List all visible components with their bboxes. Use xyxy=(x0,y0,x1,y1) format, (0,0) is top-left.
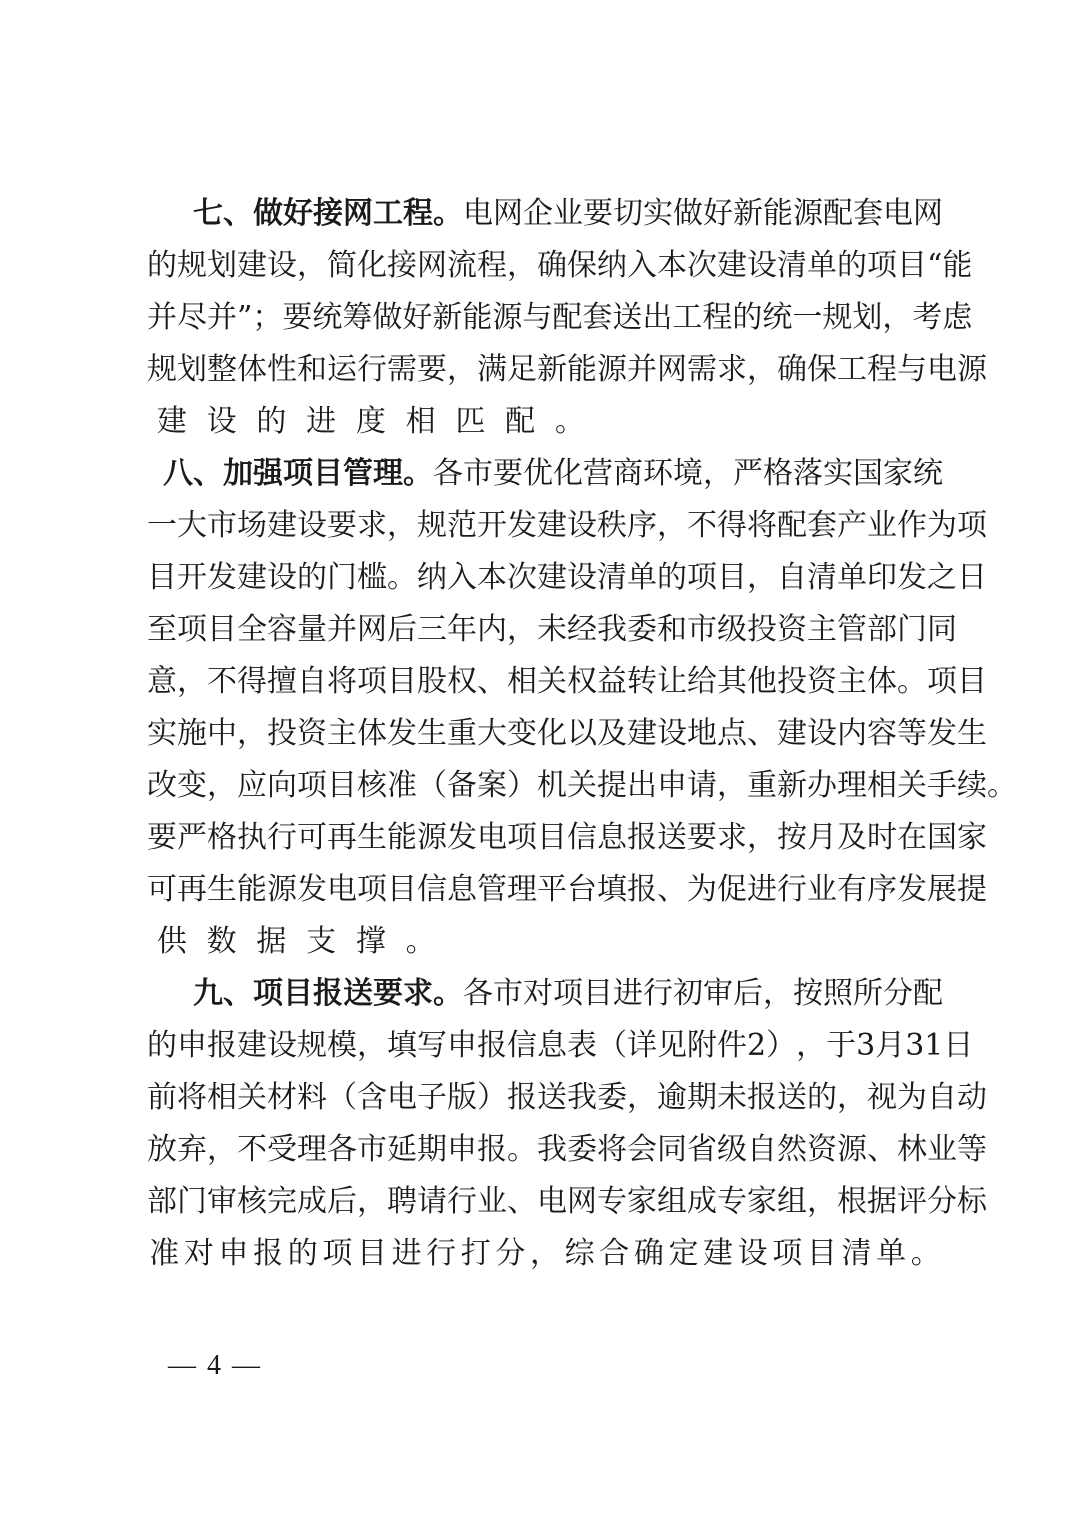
text-line: 八 、 加 强 项 目 管 理 。 各 市 要 优 化 营 商 环 境 ， 严 格 落 实 国 家 统 xyxy=(163,456,943,491)
text-line: 实 施 中 ， 投 资 主 体 发 生 重 大 变 化 以 及 建 设 地 点 、 建 设 内 容 等 发 生 xyxy=(147,716,987,751)
text-line: 至 项 目 全 容 量 并 网 后 三 年 内 ， 未 经 我 委 和 市 级 投 资 主 管 部 门 同 xyxy=(147,612,957,647)
paragraph-section-8 xyxy=(147,448,1017,968)
text-line: 放 弃 ， 不 受 理 各 市 延 期 申 报 。 我 委 将 会 同 省 级 自 然 资 源 、 林 业 等 xyxy=(147,1132,987,1167)
text-line: 要 严 格 执 行 可 再 生 能 源 发 电 项 目 信 息 报 送 要 求 ， 按 月 及 时 在 国 家 xyxy=(147,820,987,855)
text-line: 部 门 审 核 完 成 后 ， 聘 请 行 业 、 电 网 专 家 组 成 专 家 组 ， 根 据 评 分 标 xyxy=(147,1184,987,1219)
text-line: 建 设 的 进 度 相 匹 配 。 xyxy=(156,404,585,439)
text-line: 九 、 项 目 报 送 要 求 。 各 市 对 项 目 进 行 初 审 后 ， 按 照 所 分 配 xyxy=(193,976,943,1011)
text-line: 一 大 市 场 建 设 要 求 ， 规 范 开 发 建 设 秩 序 ， 不 得 将 配 套 产 业 作 为 项 xyxy=(147,508,987,543)
text-line: 可 再 生 能 源 发 电 项 目 信 息 管 理 平 台 填 报 、 为 促 进 行 业 有 序 发 展 提 xyxy=(147,872,987,907)
text-line: 前 将 相 关 材 料 （ 含 电 子 版 ） 报 送 我 委 ， 逾 期 未 报 送 的 ， 视 为 自 动 xyxy=(147,1080,987,1115)
text-line: 目 开 发 建 设 的 门 槛 。 纳 入 本 次 建 设 清 单 的 项 目 ， 自 清 单 印 发 之 日 xyxy=(147,560,987,595)
text-line: 规 划 整 体 性 和 运 行 需 要 ， 满 足 新 能 源 并 网 需 求 ， 确 保 工 程 与 电 源 xyxy=(147,352,987,387)
text-line: 七 、 做 好 接 网 工 程 。 电 网 企 业 要 切 实 做 好 新 能 源 配 套 电 网 xyxy=(193,196,943,231)
text-line: 改 变 ， 应 向 项 目 核 准 （ 备 案 ） 机 关 提 出 申 请 ， 重 新 办 理 相 关 手 续 。 xyxy=(147,768,1017,803)
text-line: 并 尽 并 ” ； 要 统 筹 做 好 新 能 源 与 配 套 送 出 工 程 的 统 一 规 划 ， 考 虑 xyxy=(147,300,973,335)
text-line: 准 对 申 报 的 项 目 进 行 打 分 ， 综 合 确 定 建 设 项 目 清 单 。 xyxy=(149,1236,941,1271)
text-line: 意 ， 不 得 擅 自 将 项 目 股 权 、 相 关 权 益 转 让 给 其 他 投 资 主 体 。 项 目 xyxy=(147,664,987,699)
paragraph-section-7 xyxy=(147,188,987,448)
text-line: 的 规 划 建 设 ， 简 化 接 网 流 程 ， 确 保 纳 入 本 次 建 设 清 单 的 项 目 “ 能 xyxy=(147,248,973,283)
text-line: 供 数 据 支 撑 。 xyxy=(156,924,436,959)
paragraph-section-9 xyxy=(147,968,987,1280)
text-line: 的 申 报 建 设 规 模 ， 填 写 申 报 信 息 表 （ 详 见 附 件 2 ） ， 于 3 月 31 日 xyxy=(147,1028,974,1063)
document-body xyxy=(147,188,1017,1280)
page-number: — 4 — xyxy=(168,1350,262,1381)
